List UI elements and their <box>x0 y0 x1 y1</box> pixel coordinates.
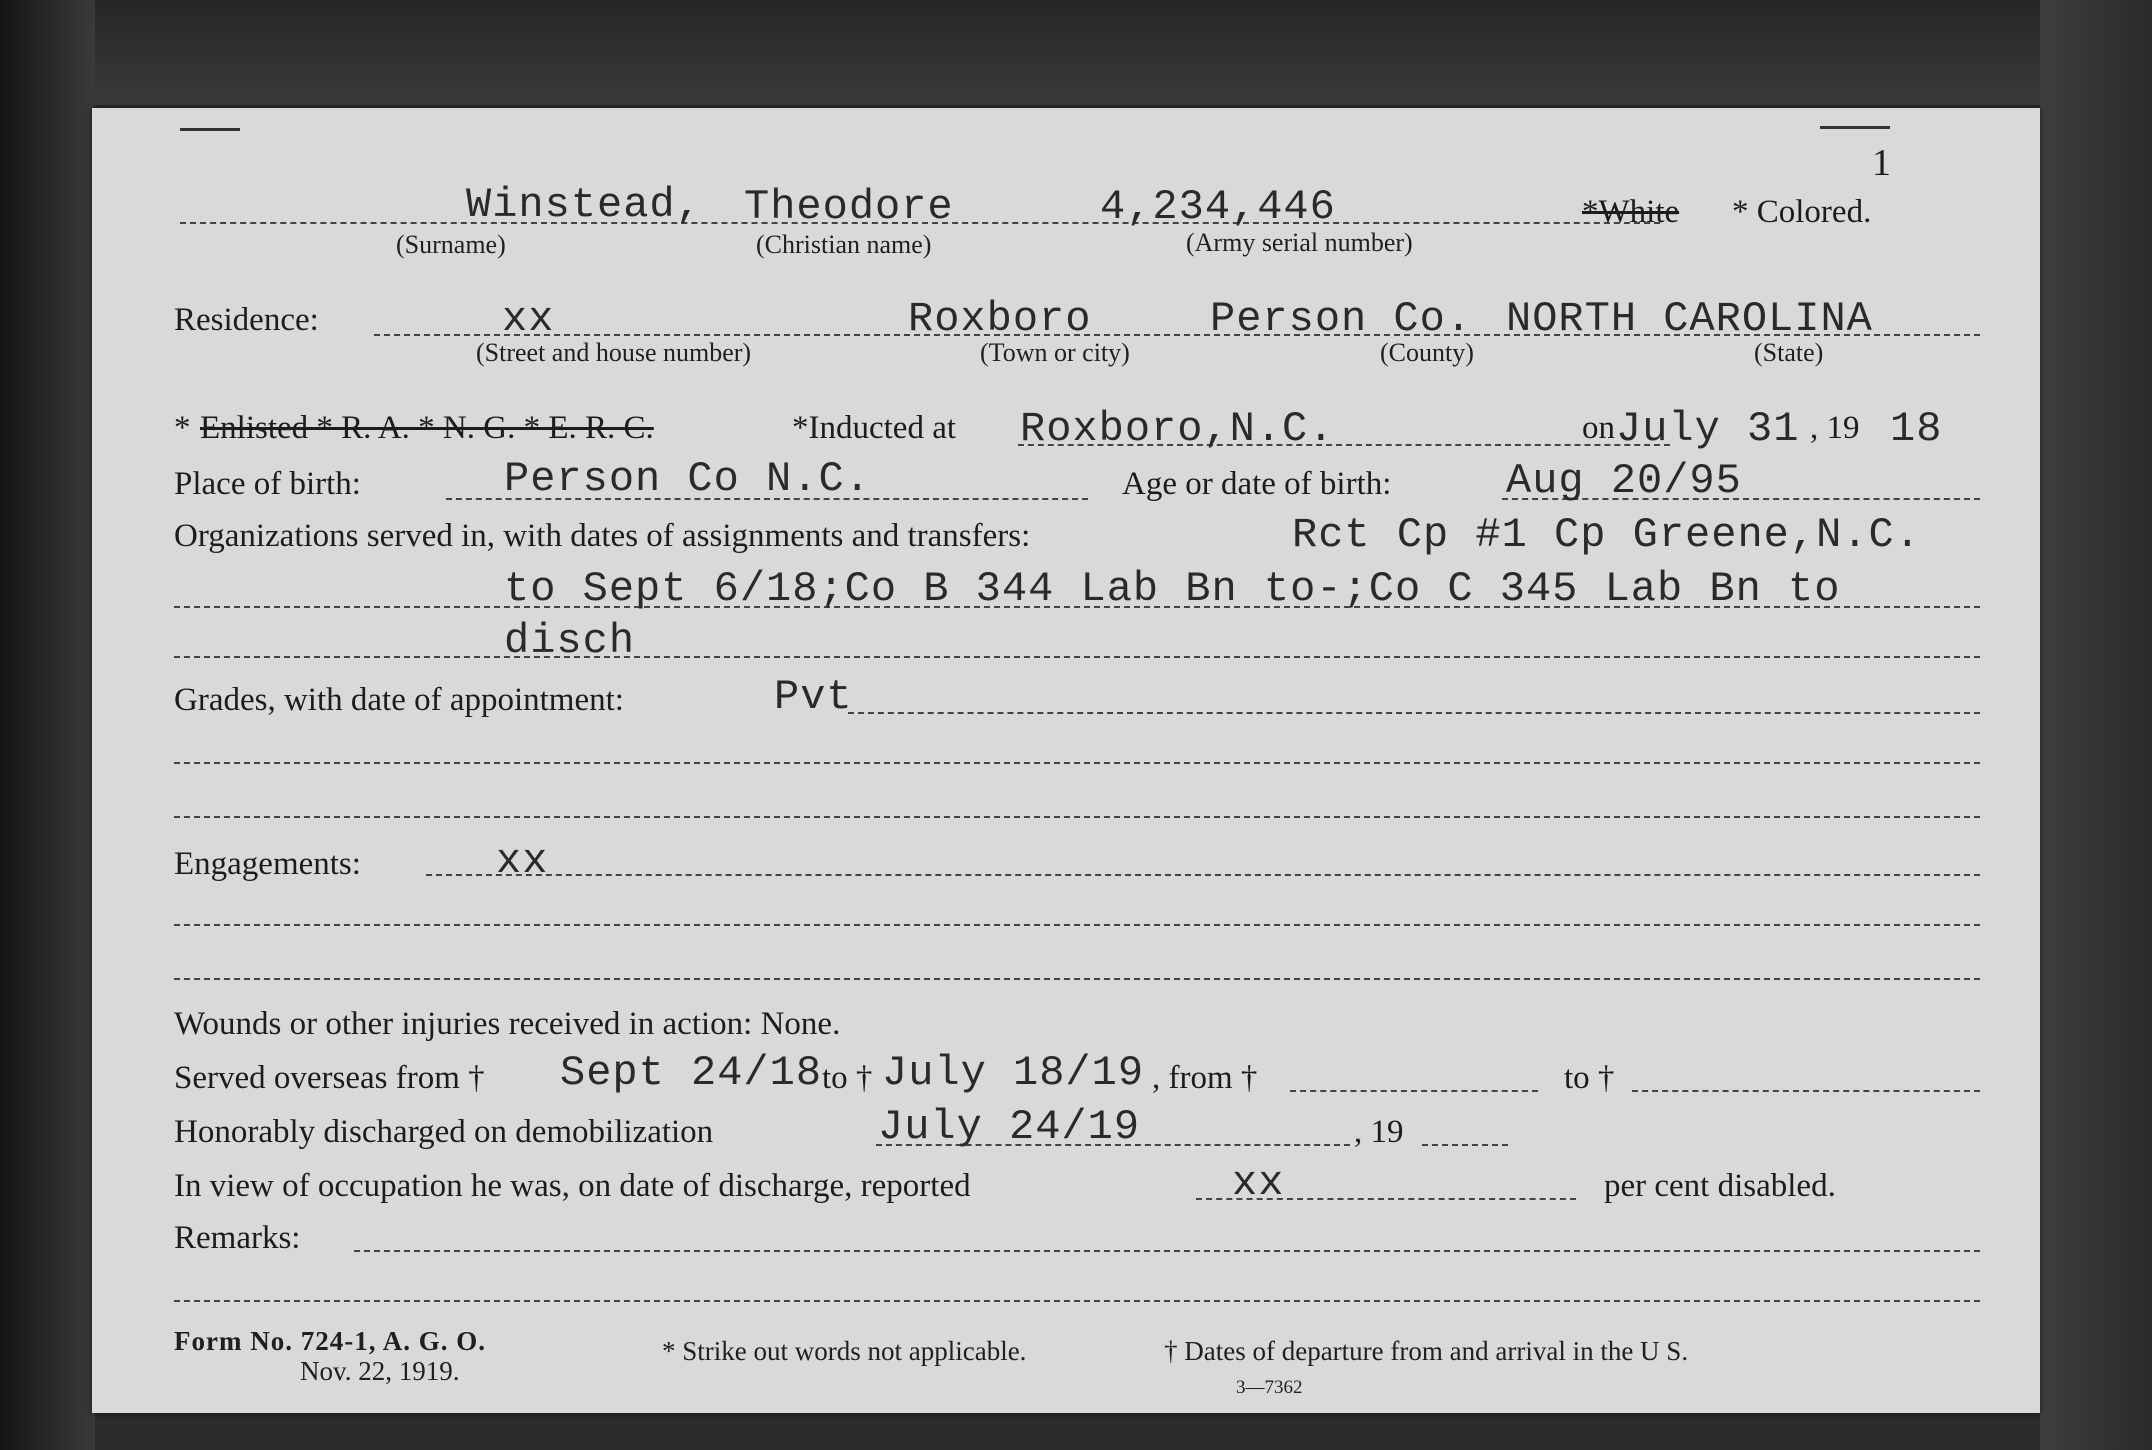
organizations-line-2: to Sept 6/18;Co B 344 Lab Bn to-;Co C 345 Lab Bn to <box>504 565 1841 613</box>
overseas-to-label: to † <box>822 1060 873 1096</box>
second-to-line <box>1632 1090 1980 1092</box>
town-value: Roxboro <box>908 295 1092 343</box>
second-from-label: , from † <box>1152 1060 1258 1096</box>
second-from-line <box>1290 1090 1538 1092</box>
wounds-label: Wounds or other injuries received in action: None. <box>174 1006 841 1042</box>
grades-rule-3 <box>174 816 1980 818</box>
discharge-label: Honorably discharged on demobilization <box>174 1114 714 1150</box>
enlisted-star: * <box>174 410 191 446</box>
remarks-line <box>354 1250 1980 1252</box>
grades-label: Grades, with date of appointment: <box>174 682 624 718</box>
state-value: NORTH CAROLINA <box>1506 295 1873 343</box>
organizations-line-3: disch <box>504 617 636 665</box>
race-white-struck: *White <box>1582 194 1680 230</box>
on-label: on <box>1582 410 1615 446</box>
scan-background-right <box>2040 0 2152 1450</box>
state-caption: (State) <box>1754 338 1824 367</box>
enlisted-types-struck: Enlisted * R. A. * N. G. * E. R. C. <box>200 410 654 446</box>
footnote-dates: † Dates of departure from and arrival in the U S. <box>1164 1336 1689 1366</box>
discharge-year-line <box>1422 1144 1508 1146</box>
birth-date-value: Aug 20/95 <box>1506 457 1742 505</box>
grades-rule-2 <box>174 762 1980 764</box>
engagements-value: xx <box>496 837 549 885</box>
inducted-label: *Inducted at <box>792 410 957 446</box>
year-prefix: , 19 <box>1810 410 1860 446</box>
discharge-date-value: July 24/19 <box>878 1103 1141 1151</box>
town-caption: (Town or city) <box>980 338 1130 367</box>
engagements-label: Engagements: <box>174 846 361 882</box>
footnote-strike-out: * Strike out words not applicable. <box>662 1336 1027 1366</box>
form-number: Form No. 724-1, A. G. O. <box>174 1326 486 1356</box>
serial-number-caption: (Army serial number) <box>1186 228 1413 257</box>
induction-date-value: July 31 <box>1616 405 1800 453</box>
county-caption: (County) <box>1380 338 1474 367</box>
occupation-label: In view of occupation he was, on date of discharge, reported <box>174 1168 971 1204</box>
remarks-rule-2 <box>174 1300 1980 1302</box>
grade-value: Pvt <box>774 673 853 721</box>
inducted-at-value: Roxboro,N.C. <box>1020 405 1335 453</box>
induction-year-value: 18 <box>1890 405 1943 453</box>
grades-line <box>848 712 1980 714</box>
form-date: Nov. 22, 1919. <box>300 1356 460 1386</box>
overseas-from-value: Sept 24/18 <box>560 1049 823 1097</box>
age-label: Age or date of birth: <box>1122 466 1392 502</box>
street-caption: (Street and house number) <box>476 338 752 367</box>
serial-number-value: 4,234,446 <box>1100 183 1336 231</box>
christian-name-value: Theodore <box>744 183 954 231</box>
second-to-label: to † <box>1564 1060 1615 1096</box>
discharge-year-label: , 19 <box>1354 1114 1404 1150</box>
christian-name-caption: (Christian name) <box>756 230 932 259</box>
organizations-rule-3 <box>174 656 1980 658</box>
engagements-line <box>426 874 1980 876</box>
overseas-to-value: July 18/19 <box>882 1049 1145 1097</box>
organizations-line-1: Rct Cp #1 Cp Greene,N.C. <box>1292 511 1921 559</box>
street-value: xx <box>502 295 555 343</box>
scan-background-left <box>0 0 95 1450</box>
residence-label: Residence: <box>174 302 319 338</box>
organizations-label: Organizations served in, with dates of assignments and transfers: <box>174 518 1031 554</box>
scan-background-top <box>0 0 2152 105</box>
county-value: Person Co. <box>1210 295 1473 343</box>
remarks-label: Remarks: <box>174 1220 301 1256</box>
engagements-rule-3 <box>174 978 1980 980</box>
birthplace-label: Place of birth: <box>174 466 361 502</box>
disabled-label: per cent disabled. <box>1604 1168 1836 1204</box>
birthplace-value: Person Co N.C. <box>504 455 871 503</box>
overseas-label: Served overseas from † <box>174 1060 485 1096</box>
top-rule-right <box>1820 126 1890 129</box>
card-number: 1 <box>1872 142 1891 184</box>
race-colored: * Colored. <box>1732 194 1872 230</box>
surname-value: Winstead, <box>466 181 702 229</box>
service-record-card <box>92 108 2040 1413</box>
engagements-rule-2 <box>174 924 1980 926</box>
print-code: 3—7362 <box>1236 1377 1303 1398</box>
top-rule-left <box>180 128 240 131</box>
disability-value: xx <box>1232 1159 1285 1207</box>
surname-caption: (Surname) <box>396 230 506 259</box>
